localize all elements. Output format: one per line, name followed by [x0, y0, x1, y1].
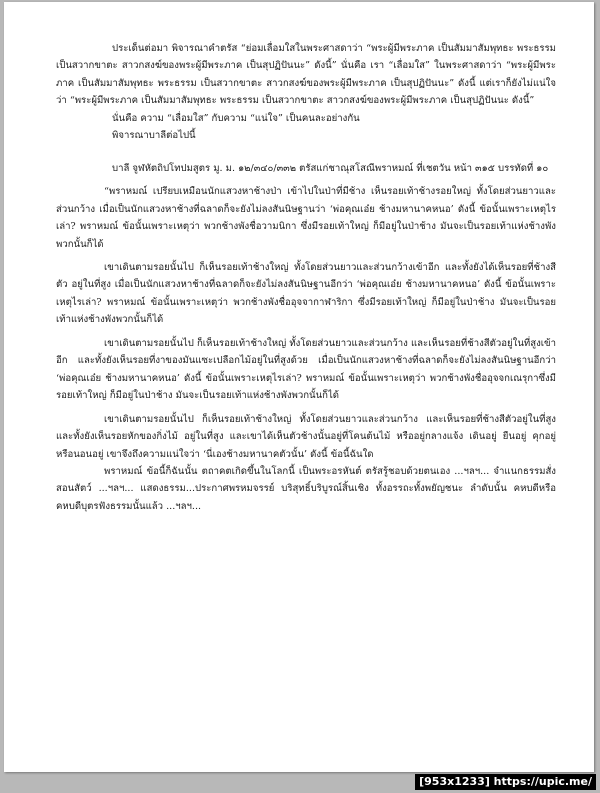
paragraph-quote-1: “พราหมณ์ เปรียบเหมือนนักแสวงหาช้างป่า เข้าไปในป่าที่มีช้าง เห็นรอยเท้าช้างรอยใหญ่ ทั้งโดยส่วนยาวและส่วนกว้าง เมื่อเป็นนักแสวงหาช้างที่ฉลาดก็จะยังไม่ลงสันนิษฐานว่า ‘พ่อคุณเอ๋ย ช้างมหานาคหนอ’ ดังนี้ ข้อนั้นเพราะเหตุไรเล่า? พราหมณ์ ข้อนั้นเพราะเหตุว่า พวกช้างพังชื่อวามนิกา ซึ่งมีรอยเท้าใหญ่ ก็มีอยู่ในป่าช้าง มันจะเป็นรอยเท้าแห่งช้างพังพวกนั้นก็ได้ — [56, 186, 556, 250]
paragraph-quote-5: พราหมณ์ ข้อนี้ก็ฉันนั้น ตถาคตเกิดขึ้นในโลกนี้ เป็นพระอรหันต์ ตรัสรู้ชอบด้วยตนเอง ...ฯลฯ... จำแนกธรรมสั่งสอนสัตว์ ...ฯลฯ... แสดงธรรม...ประกาศพรหมจรรย์ บริสุทธิ์บริบูรณ์สิ้นเชิง ทั้งอรรถะทั้งพยัญชนะ ลำดับนั้น คหบดีหรือคหบดีบุตรฟังธรรมนั้นแล้ว ...ฯลฯ... — [56, 465, 556, 512]
paragraph-intro: ประเด็นต่อมา พิจารณาคำตรัส “ย่อมเลื่อมใสในพระศาสดาว่า “พระผู้มีพระภาค เป็นสัมมาสัมพุทธะ พระธรรม เป็นสวากขาตะ สาวกสงฆ์ของพระผู้มีพระภาค เป็นสุปฏิปันนะ” ดังนี้” นั่นคือ เรา “เลื่อมใส” ในพระศาสดาว่า “พระผู้มีพระภาค เป็นสัมมาสัมพุทธะ พระธรรม เป็นสวากขาตะ สาวกสงฆ์ของพระผู้มีพระภาค เป็นสุปฏิปันนะ” ดังนี้ แต่เราก็ยังไม่แน่ใจว่า “พระผู้มีพระภาค เป็นสัมมาสัมพุทธะ พระธรรม เป็นสวากขาตะ สาวกสงฆ์ของพระผู้มีพระภาค เป็นสุปฏิปันนะ ดังนี้” — [56, 43, 556, 107]
paragraph-summary: นั่นคือ ความ “เลื่อมใส” กับความ “แน่ใจ” เป็นคนละอย่างกัน — [112, 112, 360, 124]
paragraph-quote-4: เขาเดินตามรอยนั้นไป ก็เห็นรอยเท้าช้างใหญ่ ทั้งโดยส่วนยาวและส่วนกว้าง และเห็นรอยที่ช้างสีตัวอยู่ในที่สูง และทั้งยังเห็นรอยหักของกิ่งไม้ อยู่ในที่สูง และเขาได้เห็นตัวช้างนั้นอยู่ที่โคนต้นไม้ หรืออยู่กลางแจ้ง เดินอยู่ ยืนอยู่ คุกอยู่ หรือนอนอยู่ เขาจึงถึงความแน่ใจว่า ‘นี่เองช้างมหานาคตัวนั้น’ ดังนี้ ข้อนี้ฉันใด — [56, 413, 556, 460]
paragraph-quote-3: เขาเดินตามรอยนั้นไป ก็เห็นรอยเท้าช้างใหญ่ ทั้งโดยส่วนยาวและส่วนกว้าง และเห็นรอยที่ช้างสีตัวอยู่ในที่สูงเข้าอีก และทั้งยังเห็นรอยที่งาของมันแซะเปลือกไม้อยู่ในที่สูงด้วย เมื่อเป็นนักแสวงหาช้างที่ฉลาดก็จะยังไม่ลงสันนิษฐานอีกว่า ‘พ่อคุณเอ๋ย ช้างมหานาคหนอ’ ดังนี้ ข้อนั้นเพราะเหตุไรเล่า? พราหมณ์ ข้อนั้นเพราะเหตุว่า พวกช้างพังชื่ออุจจกเณรุกาซึ่งมีรอยเท้าใหญ่ ก็มีอยู่ในป่าช้าง มันจะเป็นรอยเท้าแห่งช้างพังพวกนั้นก็ได้ — [56, 337, 556, 402]
document-page — [4, 2, 594, 772]
paragraph-lead-in: พิจารณาบาลีต่อไปนี้ — [112, 130, 196, 142]
paragraph-quote-2: เขาเดินตามรอยนั้นไป ก็เห็นรอยเท้าช้างใหญ่ ทั้งโดยส่วนยาวและส่วนกว้างเข้าอีก และทั้งยังได้เห็นรอยที่ช้างสีตัว อยู่ในที่สูง เมื่อเป็นนักแสวงหาช้างที่ฉลาดก็จะยังไม่ลงสันนิษฐานอีกว่า ‘พ่อคุณเอ๋ย ช้างมหานาคหนอ’ ดังนี้ ข้อนั้นเพราะเหตุไรเล่า? พราหมณ์ ข้อนั้นเพราะเหตุว่า พวกช้างพังชื่ออุจจากาฬาริกา ซึ่งมีรอยเท้าใหญ่ ก็มีอยู่ในป่าช้าง มันจะเป็นรอยเท้าแห่งช้างพังพวกนั้นก็ได้ — [56, 261, 556, 326]
image-size-watermark: [953x1233] https://upic.me/ — [415, 774, 596, 790]
pali-reference: บาลี จูฬหัตถิปโทปมสูตร มู. ม. ๑๒/๓๔๐/๓๓๒ ตรัสแก่ชาณุสโสณีพราหมณ์ ที่เชตวัน หน้า ๓๑๕ บรรทัดที่ ๑๐ — [112, 162, 549, 174]
document-body — [56, 40, 556, 515]
